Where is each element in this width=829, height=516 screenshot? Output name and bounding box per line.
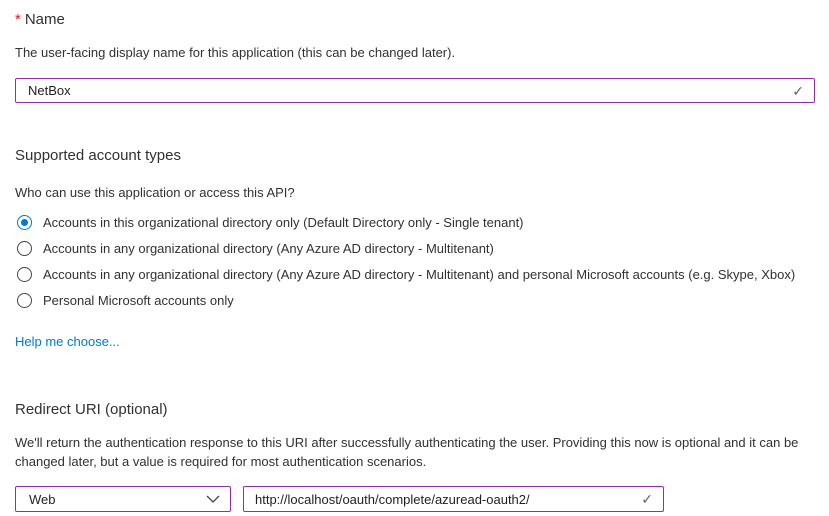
chevron-down-icon xyxy=(206,495,220,503)
redirect-uri-value: http://localhost/oauth/complete/azuread-oauth2/ xyxy=(255,491,530,507)
radio-button-icon xyxy=(17,241,32,256)
radio-label: Accounts in any organizational directory (Any Azure AD directory - Multitenant) xyxy=(43,240,494,256)
account-types-question: Who can use this application or access this API? xyxy=(15,185,295,200)
radio-label: Personal Microsoft accounts only xyxy=(43,292,234,308)
radio-personal-only[interactable] xyxy=(15,287,815,313)
radio-single-tenant[interactable] xyxy=(15,209,815,235)
platform-select-value: Web xyxy=(29,491,56,507)
redirect-uri-input[interactable] xyxy=(243,486,664,512)
name-description: The user-facing display name for this application (this can be changed later). xyxy=(15,45,456,60)
radio-label: Accounts in any organizational directory (Any Azure AD directory - Multitenant) and personal Microsoft accounts (e.g. Skype, Xbox) xyxy=(43,266,796,282)
redirect-uri-description: We'll return the authentication response to this URI after successfully authenticating the user. Providing this now is optional and it can be changed later, but a value is required for most authentication scenarios. xyxy=(15,435,799,469)
required-asterisk: * xyxy=(15,11,21,28)
radio-button-icon xyxy=(17,267,32,282)
name-section-heading xyxy=(15,10,815,30)
name-label: Name xyxy=(24,11,65,28)
account-types-heading: Supported account types xyxy=(15,147,181,164)
help-me-choose-link[interactable]: Help me choose... xyxy=(15,334,120,349)
name-input-value: NetBox xyxy=(28,83,71,98)
platform-select[interactable] xyxy=(15,486,231,512)
account-type-radio-group xyxy=(15,209,815,313)
radio-label: Accounts in this organizational directory only (Default Directory only - Single tenant) xyxy=(43,214,524,230)
name-input[interactable] xyxy=(15,78,815,103)
redirect-uri-row xyxy=(15,486,815,512)
radio-button-icon xyxy=(17,293,32,308)
radio-multitenant-personal[interactable] xyxy=(15,261,815,287)
valid-check-icon: ✓ xyxy=(792,82,804,99)
radio-multitenant[interactable] xyxy=(15,235,815,261)
redirect-uri-heading: Redirect URI (optional) xyxy=(15,401,168,418)
radio-button-icon xyxy=(17,215,32,230)
valid-check-icon: ✓ xyxy=(641,491,653,507)
